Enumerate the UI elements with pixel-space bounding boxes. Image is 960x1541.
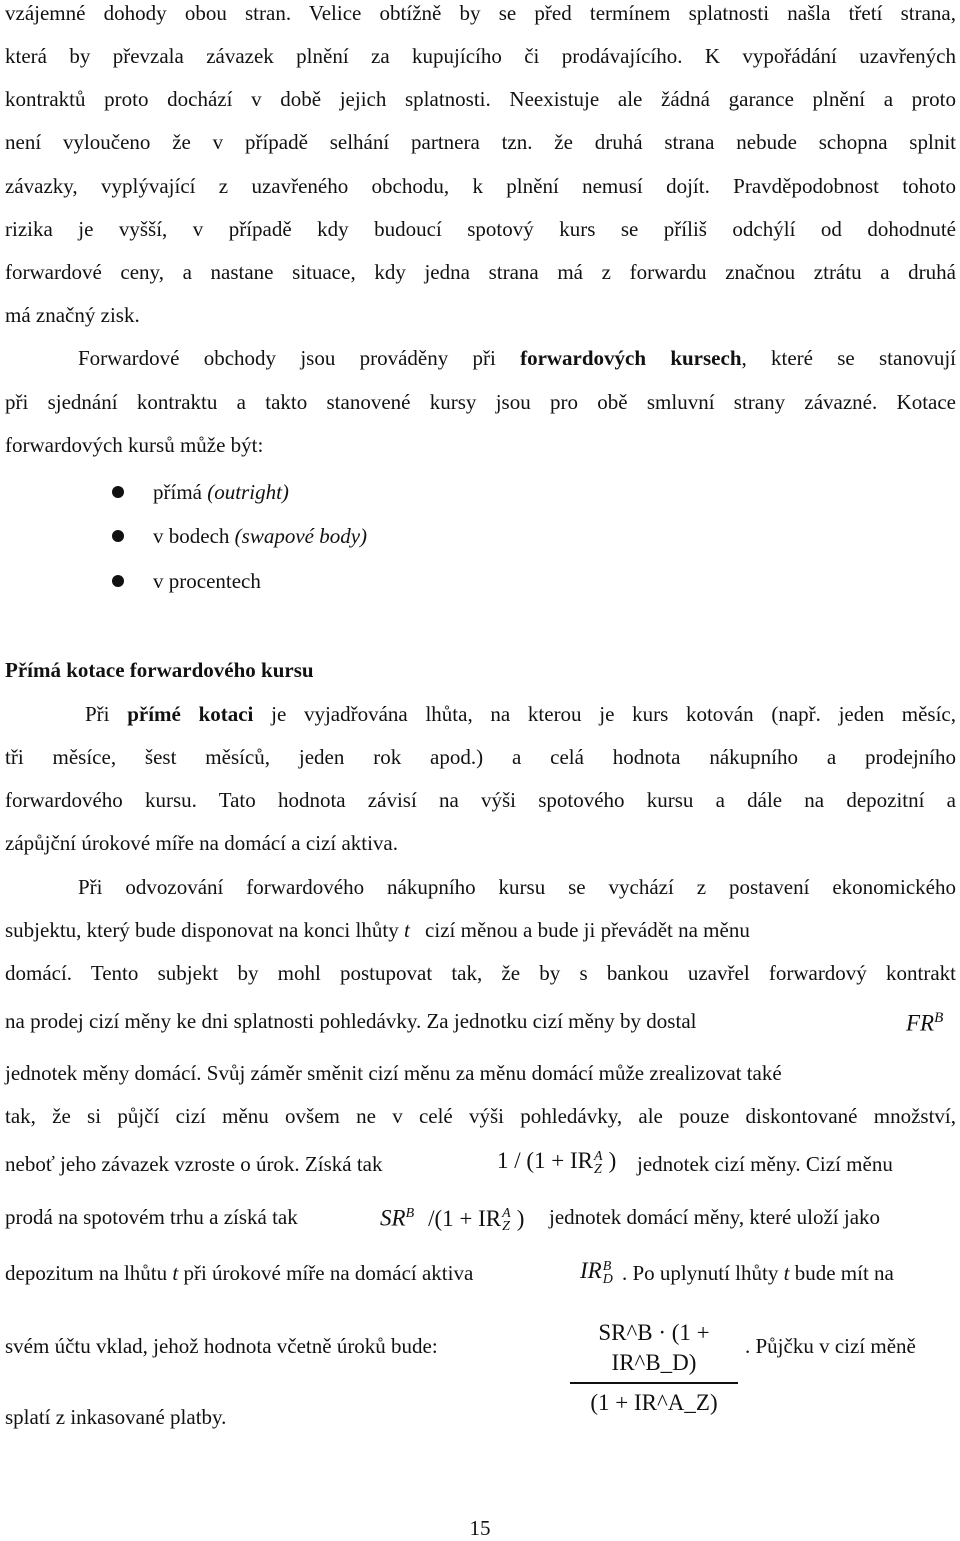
para4-line-8-right: jednotek domácí měny, které uloží jako bbox=[549, 1205, 881, 1229]
para2-line-3: forwardových kursů může být: bbox=[5, 433, 264, 457]
fraction-numerator: SR^B · (1 + IR^B_D) bbox=[598, 1320, 710, 1375]
bullet-item-3: v procentech bbox=[153, 569, 261, 593]
text-line-4: není vyloučeno že v případě selhání partnera tzn. že druhá strana nebude schopna splnit bbox=[5, 130, 956, 154]
formula-inline-1: 1 / (1 + IR A Z ) bbox=[497, 1148, 617, 1177]
text-line-5: závazky, vyplývající z uzavřeného obchodu, k plnění nemusí dojít. Pravděpodobnost tohoto bbox=[5, 174, 956, 198]
para4-line-11: splatí z inkasované platby. bbox=[5, 1405, 227, 1429]
para3-line-3: forwardového kursu. Tato hodnota závisí na výši spotového kursu a dále na depozitní a bbox=[5, 788, 956, 812]
formula-inline-2: $SR^B$ /(1 + IR A Z ) bbox=[380, 1205, 525, 1235]
bullet-dot-2 bbox=[112, 530, 124, 542]
bullet-item-1: přímá (outright) bbox=[153, 480, 289, 504]
para4-line-9-right: . Po uplynutí lhůty t bude mít na bbox=[622, 1261, 894, 1285]
bullet-dot-3 bbox=[112, 575, 124, 587]
para4-line-10-right: . Půjčku v cizí měně bbox=[745, 1334, 916, 1358]
fraction-bar bbox=[570, 1382, 738, 1384]
para4-line-7-right: jednotek cizí měny. Cizí měnu bbox=[637, 1152, 893, 1176]
bullet-dot-1 bbox=[112, 486, 124, 498]
text-line-2: která by převzala závazek plnění za kupujícího či prodávajícího. K vypořádání uzavřených bbox=[5, 44, 956, 68]
formula-fraction bbox=[570, 1318, 738, 1418]
para3-line-4: zápůjční úrokové míře na domácí a cizí aktiva. bbox=[5, 831, 399, 855]
para4-line-9: depozitum na lhůtu t při úrokové míře na domácí aktiva bbox=[5, 1261, 474, 1285]
text-line-3: kontraktů proto dochází v době jejich splatnosti. Neexistuje ale žádná garance plnění a proto bbox=[5, 87, 956, 111]
text-line-7: forwardové ceny, a nastane situace, kdy jedna strana má z forwardu značnou ztrátu a druhá bbox=[5, 260, 956, 284]
para4-line-1: Při odvozování forwardového nákupního kursu se vychází z postavení ekonomického bbox=[78, 875, 956, 899]
formula-ir-bd: IR B D bbox=[580, 1258, 613, 1287]
para3-line-1: Při přímé kotaci je vyjadřována lhůta, na kterou je kurs kotován (např. jeden měsíc, bbox=[85, 702, 956, 726]
page-number: 15 bbox=[469, 1516, 491, 1540]
para4-line-4: na prodej cizí měny ke dni splatnosti pohledávky. Za jednotku cizí měny by dostal bbox=[5, 1009, 697, 1033]
formula-fr-b: $FR^B$ bbox=[906, 1010, 944, 1036]
para2-line-1: Forwardové obchody jsou prováděny při forwardových kursech, které se stanovují bbox=[78, 346, 956, 370]
para2-line-2: při sjednání kontraktu a takto stanovené kursy jsou pro obě smluvní strany závazné. Kotace bbox=[5, 390, 956, 414]
bullet-item-2: v bodech (swapové body) bbox=[153, 524, 368, 548]
text-line-8: má značný zisk. bbox=[5, 303, 140, 327]
para4-line-8-left: prodá na spotovém trhu a získá tak bbox=[5, 1205, 298, 1229]
para4-line-5: jednotek měny domácí. Svůj záměr směnit cizí měnu za měnu domácí může zrealizovat také bbox=[5, 1061, 782, 1085]
text-line-6: rizika je vyšší, v případě kdy budoucí spotový kurs se příliš odchýlí od dohodnuté bbox=[5, 217, 956, 241]
para3-line-2: tři měsíce, šest měsíců, jeden rok apod.) a celá hodnota nákupního a prodejního bbox=[5, 745, 956, 769]
text-line-1: vzájemné dohody obou stran. Velice obtížně by se před termínem splatnosti našla třetí strana, bbox=[5, 1, 956, 25]
para4-line-2: subjektu, který bude disponovat na konci lhůty t cizí měnou a bude ji převádět na měnu bbox=[5, 918, 750, 942]
para4-line-3: domácí. Tento subjekt by mohl postupovat tak, že by s bankou uzavřel forwardový kontrakt bbox=[5, 961, 956, 985]
fraction-denominator: (1 + IR^A_Z) bbox=[590, 1389, 718, 1415]
para4-line-10-left: svém účtu vklad, jehož hodnota včetně úroků bude: bbox=[5, 1334, 438, 1358]
para4-line-6: tak, že si půjčí cizí měnu ovšem ne v celé výši pohledávky, ale pouze diskontované množství, bbox=[5, 1104, 956, 1128]
section-heading: Přímá kotace forwardového kursu bbox=[5, 658, 314, 682]
para4-line-7-left: neboť jeho závazek vzroste o úrok. Získá tak bbox=[5, 1152, 383, 1176]
